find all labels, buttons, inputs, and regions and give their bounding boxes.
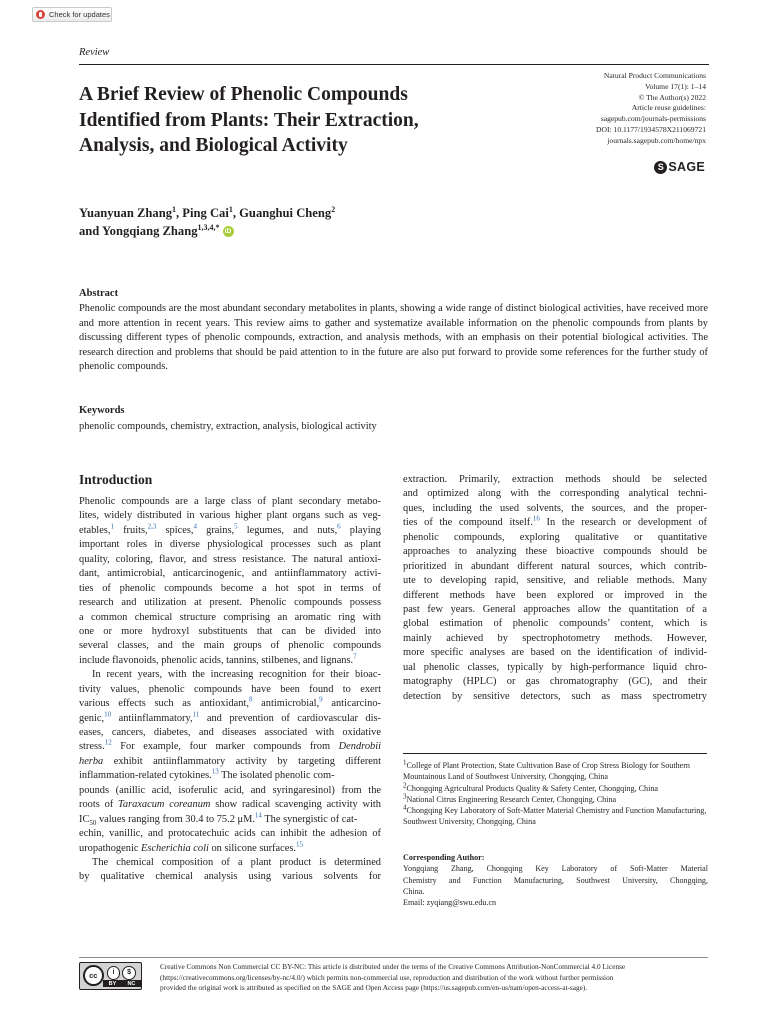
author-affiliation-marker: 1 xyxy=(172,204,176,214)
affiliation-item: $^4$Chongqing Key Laboratory of Soft-Matter Material Chemistry and Function Manufacturing, Southwest University, Chongqing, China xyxy=(403,803,707,827)
nc-icon: $ xyxy=(122,966,136,980)
affiliation-number: 1 xyxy=(403,758,407,767)
affiliations xyxy=(403,760,708,828)
author-affiliation-marker: 1,3,4,* xyxy=(197,222,220,232)
cc-license-badge[interactable] xyxy=(79,962,142,990)
cc-badge-labels xyxy=(103,980,141,987)
ref-link[interactable]: 11 xyxy=(192,710,200,719)
license-text xyxy=(160,962,708,994)
ref-link[interactable]: 15 xyxy=(296,840,303,849)
ref-link[interactable]: 5 xyxy=(234,522,238,531)
copyright: © The Author(s) 2022 xyxy=(638,92,706,102)
ref-link[interactable]: 13 xyxy=(211,767,219,776)
abstract-heading: Abstract xyxy=(79,288,119,299)
ref-link[interactable]: 14 xyxy=(254,811,262,820)
ref-link[interactable]: 1 xyxy=(110,522,114,531)
corresponding-heading: Corresponding Author: xyxy=(403,853,485,862)
ref-link[interactable]: 9 xyxy=(319,695,323,704)
sage-logo-icon: S xyxy=(654,161,667,174)
title-line: Identified from Plants: Their Extraction, xyxy=(79,109,419,131)
title-line: Analysis, and Biological Activity xyxy=(79,135,348,156)
cc-icon: cc xyxy=(83,965,104,986)
sage-logo xyxy=(654,160,705,174)
license-line: provided the original work is attributed as specified on the SAGE and Open Access page (https://us.sagepub.com/en-us/nam/open-access-at-sage). xyxy=(160,983,588,993)
cc-nc-label: NC xyxy=(127,980,136,987)
author-affiliation-marker: 2 xyxy=(331,204,336,214)
corresponding-email[interactable]: Email: zyqiang@swu.edu.cn xyxy=(403,898,497,908)
author-affiliation-marker: 1 xyxy=(228,204,233,214)
license-line: Creative Commons Non Commercial CC BY-NC: This article is distributed under the terms of the Creative Commons Attribution-NonCommercial 4.0 License xyxy=(160,962,626,971)
keywords-text: phenolic compounds, chemistry, extraction, analysis, biological activity xyxy=(79,421,377,432)
intro-column-left: Phenolic compounds are a large class of plant secondary metabo- lites, widely distributed in various higher plant organs such as veg- etables,$^1$ fruits,$^{2,3}$ spices,$^4$ grains,$^5$ legumes, and nuts,$^6$ playing important roles in diverse physiological processes such as plant quality, coloring, flavor, and stress resistance. The natural antioxi- dant, antimicrobial, anticarcinogenic, and antiinflammatory activi- ties of phenolic compounds become a hot spot in terms of research and utilization at present. Phenolic compounds possess a common chemical structure comprising an aromatic ring with one or more hydroxyl substituents that can be divided into several classes, and the main groups of phenolic compounds include flavonoids, phenolic acids, tannins, stilbenes, and lignans.$^7$ In recent years, with the increasing recognition for their bioac- tivity values, phenolic compounds have been found to exert various effects such as antioxidant,$^8$ antimicrobial,$^9$ anticarcino- genic,$^{10}$ antiinflammatory,$^{11}$ and prevention of cardiovascular dis- eases, cancers, diabetes, and diseases associated with oxidative stress.$^{12}$ For example, four marker compounds from Dendrobii herba exhibit antiinflammatory activity by targeting different inflammation-related cytokines.$^{13}$ The isolated phenolic com- pounds (anillic acid, isoferulic acid, and syringaresinol) from the roots of Taraxacum coreanum show radical scavenging activity with $IC_{50}$ values ranging from 30.4 to 75.2 μM.$^{14}$ The synergistic of cat- echin, vanillic, and protocatechuic acids can inhibit the adhesion of uropathogenic Escherichia coli on silicone surfaces.$^{15}$ The chemical composition of a plant product is determined by qualitative chemical analysis using various solvents for xyxy=(79,496,381,883)
cc-by-label: BY xyxy=(108,980,117,987)
check-for-updates-button[interactable] xyxy=(32,7,112,22)
corresponding-author xyxy=(403,852,708,908)
article-title xyxy=(79,82,499,159)
section-label: Review xyxy=(79,47,110,58)
keywords-heading: Keywords xyxy=(79,405,125,416)
corresponding-line: Chemistry and Function Manufacturing, Southwest University, Chongqing, xyxy=(403,875,708,885)
journal-metadata xyxy=(506,71,706,147)
affiliation-rule xyxy=(403,753,707,754)
footer-rule xyxy=(79,957,708,958)
top-rule xyxy=(79,64,709,65)
affiliation-number: 2 xyxy=(403,780,407,789)
sage-logo-text: SAGE xyxy=(668,160,705,174)
affiliation-item: $^2$Chongqing Agricultural Products Quality & Safety Center, Chongqing, China xyxy=(403,780,658,793)
ref-link[interactable]: 2,3 xyxy=(147,522,157,531)
check-for-updates-label: Check for updates xyxy=(49,10,110,19)
ref-link[interactable]: 6 xyxy=(337,522,341,531)
author-name: and Yongqiang Zhang xyxy=(79,223,198,238)
affiliation-number: 4 xyxy=(403,803,407,812)
title-line: A Brief Review of Phenolic Compounds xyxy=(79,84,408,105)
ref-link[interactable]: 7 xyxy=(353,652,357,661)
affiliation-item: $^1$College of Plant Protection, State Cultivation Base of Crop Stress Biology for Southern Mountainous Land of Southwest University, Chongqing, China xyxy=(403,758,690,782)
corresponding-line: China. xyxy=(403,886,425,896)
journal-name: Natural Product Communications xyxy=(603,71,706,80)
introduction-heading: Introduction xyxy=(79,472,153,487)
update-icon xyxy=(36,10,45,19)
by-icon: i xyxy=(107,966,121,980)
ref-link[interactable]: 16 xyxy=(532,514,540,523)
affiliation-number: 3 xyxy=(403,792,407,801)
license-line: (https://creativecommons.org/licenses/by-nc/4.0/) which permits non-commercial use, reproduction and distribution of the work without further permission xyxy=(160,972,614,982)
ref-link[interactable]: 4 xyxy=(193,522,197,531)
author-name: Yuanyuan Zhang xyxy=(79,206,172,220)
intro-column-right: extraction. Primarily, extraction methods should be selected and optimized along with the corresponding analytical techni- ques, including the used solvents, the sources, and the proper- ties of the compound itself.$^{16}$ In the research or development of phenolic compounds, exploring qualitative or quantitative approaches to analyzing these bioactive compounds should be prioritized in abundant different natural sources, which contrib- ute to developing rapid, sensitive, and reliable methods. Many different methods have been explored or improved in the past few years. General approaches allow the quantitation of a global estimation of phenolic compounds’ content, which is mainly achieved by spectrophotometry methods. However, more specific analyses are based on the identification of individ- ual phenolic classes, typically by high-performance liquid chro- matography (HPLC) or gas chromatography (GC), and their detection by sensitive detectors, such as mass spectrometry xyxy=(403,474,707,702)
author-list xyxy=(79,205,335,240)
permissions-link[interactable]: sagepub.com/journals-permissions xyxy=(600,114,706,124)
doi[interactable]: DOI: 10.1177/1934578X211069721 xyxy=(596,124,706,134)
orcid-icon[interactable]: iD xyxy=(223,226,234,237)
abstract-text: Phenolic compounds are the most abundant secondary metabolites in plants, showing a wide range of distinct biological activities, have received more and more attention in recent years. This review aims to gather and systematize available information on the phenolic compounds from plants by discussing different types of phenolic compounds, extraction, and analysis methods, with an emphasis on their potential biological activities. The research direction and problems that should be paid attention to in the future are also put forward to provide some references for the further study of phenolic compounds. xyxy=(79,303,708,373)
journal-home-link[interactable]: journals.sagepub.com/home/npx xyxy=(607,135,706,145)
journal-volume: Volume 17(1): 1–14 xyxy=(644,81,706,91)
ref-link[interactable]: 10 xyxy=(104,710,112,719)
ref-link[interactable]: 12 xyxy=(104,738,112,747)
author-name: , Ping Cai xyxy=(176,206,229,220)
reuse-guidelines: Article reuse guidelines: xyxy=(631,103,706,113)
corresponding-line: Yongqiang Zhang, Chongqing Key Laboratory of Soft-Matter Material xyxy=(403,864,708,874)
author-name: , Guanghui Cheng xyxy=(232,206,332,220)
ref-link[interactable]: 8 xyxy=(248,695,253,704)
affiliation-item: $^3$National Citrus Engineering Research Center, Chongqing, China xyxy=(403,792,617,804)
